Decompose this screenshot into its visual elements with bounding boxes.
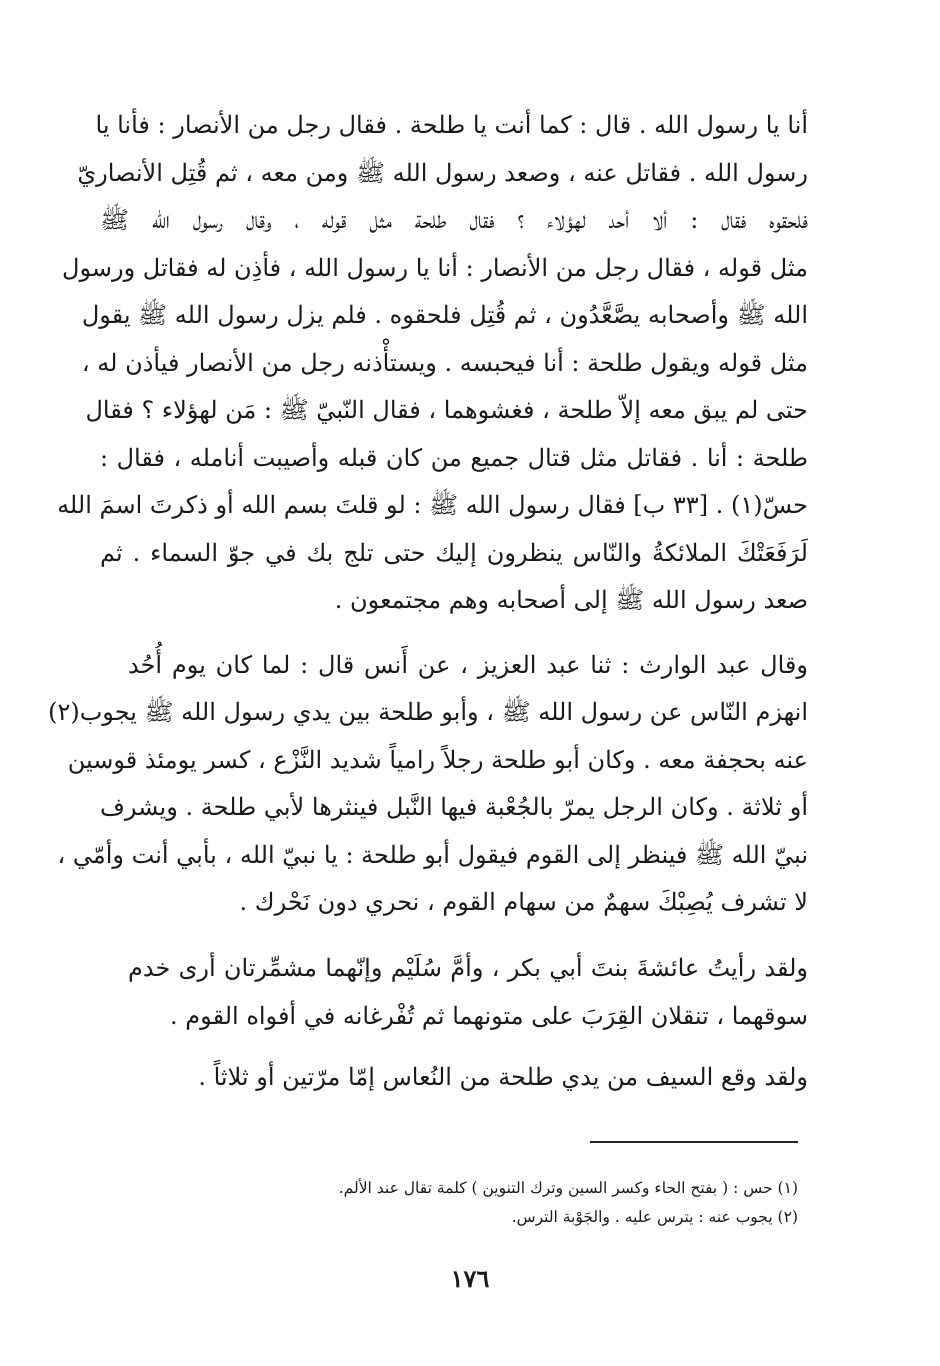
text-line: انهزم النّاس عن رسول الله ﷺ ، وأبو طلحة بين يدي رسول الله ﷺ يجوب(٢) xyxy=(48,698,808,726)
text-line: أو ثلاثة . وكان الرجل يمرّ بالجُعْبة فيها النَّبل فينثرها لأبي طلحة . ويشرف xyxy=(100,793,808,821)
text-line: صعد رسول الله ﷺ إلى أصحابه وهم مجتمعون . xyxy=(334,586,808,614)
text-line: لا تشرف يُصِبْكَ سهمٌ من سهام القوم ، نحري دون نَحْرك . xyxy=(239,888,808,916)
text-line: فلحقوه فقال : ألا أحد لهؤلاء ؟ فقال طلحة مثل قوله ، وقال رسول الله ﷺ xyxy=(100,206,808,234)
footnote-separator xyxy=(590,1141,798,1143)
text-line: عنه بحجفة معه . وكان أبو طلحة رجلاً رامياً شديد النَّزْع ، كسر يومئذ قوسين xyxy=(67,746,808,774)
text-line: مثل قوله ، فقال رجل من الأنصار : أنا يا رسول الله ، فأذِن له فقاتل ورسول xyxy=(62,254,808,282)
text-line: ولقد رأيتُ عائشةَ بنتَ أبي بكر ، وأمَّ سُلَيْم وإنّهما مشمِّرتان أرى خدم xyxy=(128,954,808,982)
text-line: لَرَفَعَتْكَ الملائكةُ والنّاس ينظرون إليك حتى تلج بك في جوّ السماء . ثم xyxy=(100,539,808,567)
text-line: سوقهما ، تنقلان القِرَبَ على متونهما ثم تُفْرغانه في أفواه القوم . xyxy=(170,1002,808,1030)
text-line: حسّ(١) . [٣٣ ب] فقال رسول الله ﷺ : لو قلتَ بسم الله أو ذكرتَ اسمَ الله xyxy=(57,491,808,519)
text-line: نبيّ الله ﷺ فينظر إلى القوم فيقول أبو طلحة : يا نبيّ الله ، بأبي أنت وأمّي ، xyxy=(57,841,808,869)
text-line: مثل قوله ويقول طلحة : أنا فيحبسه . ويستأْذنه رجل من الأنصار فيأذن له ، xyxy=(81,349,808,377)
footnote-1: (١) حس : ( بفتح الحاء وكسر السين وترك التنوين ) كلمة تقال عند الألم. xyxy=(338,1179,798,1197)
text-line: حتى لم يبق معه إلاّ طلحة ، فغشوهما ، فقال النّبيّ ﷺ : مَن لهؤلاء ؟ فقال xyxy=(85,396,808,424)
text-line: أنا يا رسول الله . قال : كما أنت يا طلحة . فقال رجل من الأنصار : فأنا يا xyxy=(95,111,808,139)
text-line: رسول الله . فقاتل عنه ، وصعد رسول الله ﷺ ومن معه ، ثم قُتِل الأنصاريّ xyxy=(77,159,808,187)
text-line: وقال عبد الوارث : ثنا عبد العزيز ، عن أَنس قال : لما كان يوم أُحُد xyxy=(128,651,808,679)
text-line: الله ﷺ وأصحابه يصَّعَّدُون ، ثم قُتِل فلحقوه . فلم يزل رسول الله ﷺ يقول xyxy=(81,301,808,329)
footnote-2: (٢) يجوب عنه : يترس عليه . والجَوْبة الترس. xyxy=(511,1208,798,1226)
text-line: ولقد وقع السيف من يدي طلحة من النُعاس إمّا مرّتين أو ثلاثاً . xyxy=(198,1063,808,1091)
page-number: ١٧٦ xyxy=(450,1264,490,1293)
text-line: طلحة : أنا . فقاتل مثل قتال جميع من كان قبله وأصيبت أنامله ، فقال : xyxy=(100,444,809,472)
